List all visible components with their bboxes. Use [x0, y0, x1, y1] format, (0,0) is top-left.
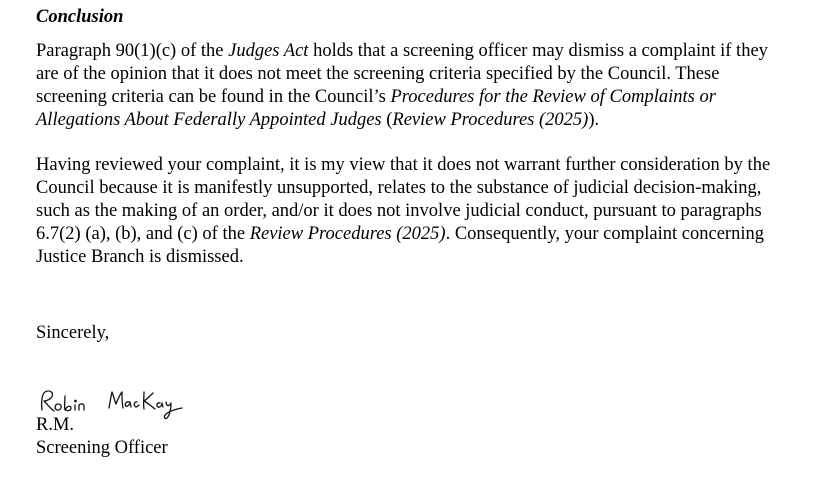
text-run: 6.7(2) (a), (b), and (c) of the [36, 224, 250, 244]
text-run: . Consequently, your complaint concerning [445, 224, 764, 244]
text-run: Paragraph 90(1)(c) of the [36, 41, 229, 61]
letter-page [36, 6, 826, 458]
text-run: ( [381, 110, 393, 130]
procedures-title-cont: Allegations About Federally Appointed Judges [36, 110, 382, 130]
review-procedures-ref: Review Procedures (2025) [392, 110, 589, 130]
paragraph-line: Council because it is manifestly unsupported, relates to the substance of judicial decision-making, [36, 178, 762, 198]
signer-initials: R.M. [36, 415, 75, 435]
text-run: ). [588, 110, 600, 130]
section-heading: Conclusion [36, 7, 124, 27]
signer-title: Screening Officer [36, 438, 168, 458]
paragraph-line: Justice Branch is dismissed. [36, 247, 244, 267]
text-run: holds that a screening officer may dismiss a complaint if they [308, 41, 768, 61]
paragraph-line: such as the making of an order, and/or it does not involve judicial conduct, pursuant to paragraphs [36, 201, 762, 221]
closing-salutation: Sincerely, [36, 323, 110, 343]
paragraph-line: are of the opinion that it does not meet the screening criteria specified by the Council. These [36, 64, 720, 84]
paragraph-decision [36, 154, 826, 269]
paragraph-line [36, 86, 826, 109]
paragraph-line [36, 40, 826, 63]
text-run: screening criteria can be found in the Council’s [36, 87, 391, 107]
review-procedures-ref: Review Procedures (2025) [249, 224, 446, 244]
paragraph-line: Having reviewed your complaint, it is my view that it does not warrant further consideration by the [36, 155, 771, 175]
paragraph-line [36, 109, 826, 132]
paragraph-line [36, 223, 826, 246]
act-title: Judges Act [228, 41, 309, 61]
paragraph-judges-act [36, 40, 826, 132]
procedures-title: Procedures for the Review of Complaints or [390, 87, 716, 107]
